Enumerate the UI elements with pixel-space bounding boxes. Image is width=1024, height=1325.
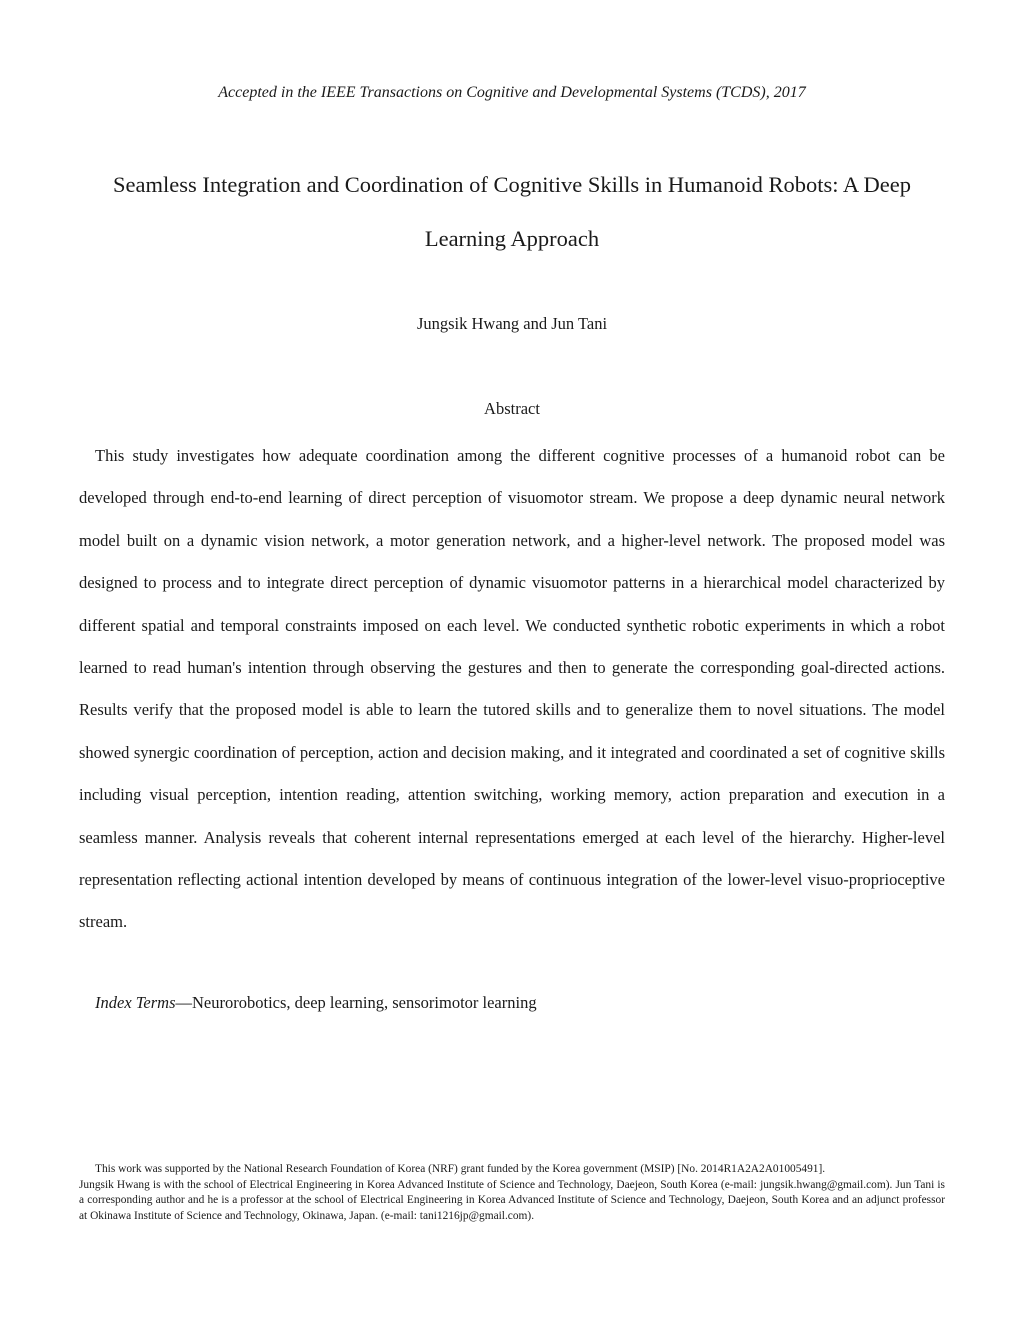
footnote-affiliations: Jungsik Hwang is with the school of Electrical Engineering in Korea Advanced Institute of Science and Technology, Daejeon, South Korea (e-mail: jungsik.hwang@gmail.com). Jun Tani is a corresponding author and he is a professor at the school of Electrical Engineering in Korea Advanced Institute of Science and Technology, Daejeon, South Korea and an adjunct professor at Okinawa Institute of Science and Technology, Okinawa, Japan. (e-mail: tani1216jp@gmail.com). xyxy=(79,1178,945,1222)
footnote xyxy=(79,1162,945,1224)
index-terms-label: Index Terms xyxy=(95,993,176,1012)
abstract-body: This study investigates how adequate coordination among the different cognitive processes of a humanoid robot can be developed through end-to-end learning of direct perception of visuomotor stream. We propose a deep dynamic neural network model built on a dynamic vision network, a motor generation network, and a higher-level network. The proposed model was designed to process and to integrate direct perception of dynamic visuomotor patterns in a hierarchical model characterized by different spatial and temporal constraints imposed on each level. We conducted synthetic robotic experiments in which a robot learned to read human's intention through observing the gestures and then to generate the corresponding goal-directed actions. Results verify that the proposed model is able to learn the tutored skills and to generalize them to novel situations. The model showed synergic coordination of perception, action and decision making, and it integrated and coordinated a set of cognitive skills including visual perception, intention reading, attention switching, working memory, action preparation and execution in a seamless manner. Analysis reveals that coherent internal representations emerged at each level of the hierarchy. Higher-level representation reflecting actional intention developed by means of continuous integration of the lower-level visuo-proprioceptive stream. xyxy=(79,446,945,932)
journal-acceptance-note: Accepted in the IEEE Transactions on Cognitive and Developmental Systems (TCDS), 2017 xyxy=(218,84,806,101)
paper-title-line-1: Seamless Integration and Coordination of Cognitive Skills in Humanoid Robots: A Deep xyxy=(112,172,912,197)
index-terms-text: —Neurorobotics, deep learning, sensorimotor learning xyxy=(175,993,537,1012)
index-terms xyxy=(95,993,945,1013)
abstract-heading: Abstract xyxy=(484,399,540,418)
footnote-funding: This work was supported by the National Research Foundation of Korea (NRF) grant funded by the Korea government (MSIP) [No. 2014R1A2A2A01005491]. xyxy=(95,1163,826,1175)
author-list: Jungsik Hwang and Jun Tani xyxy=(416,314,608,333)
paper-title xyxy=(60,158,964,266)
paper-title-line-2: Learning Approach xyxy=(424,226,600,251)
